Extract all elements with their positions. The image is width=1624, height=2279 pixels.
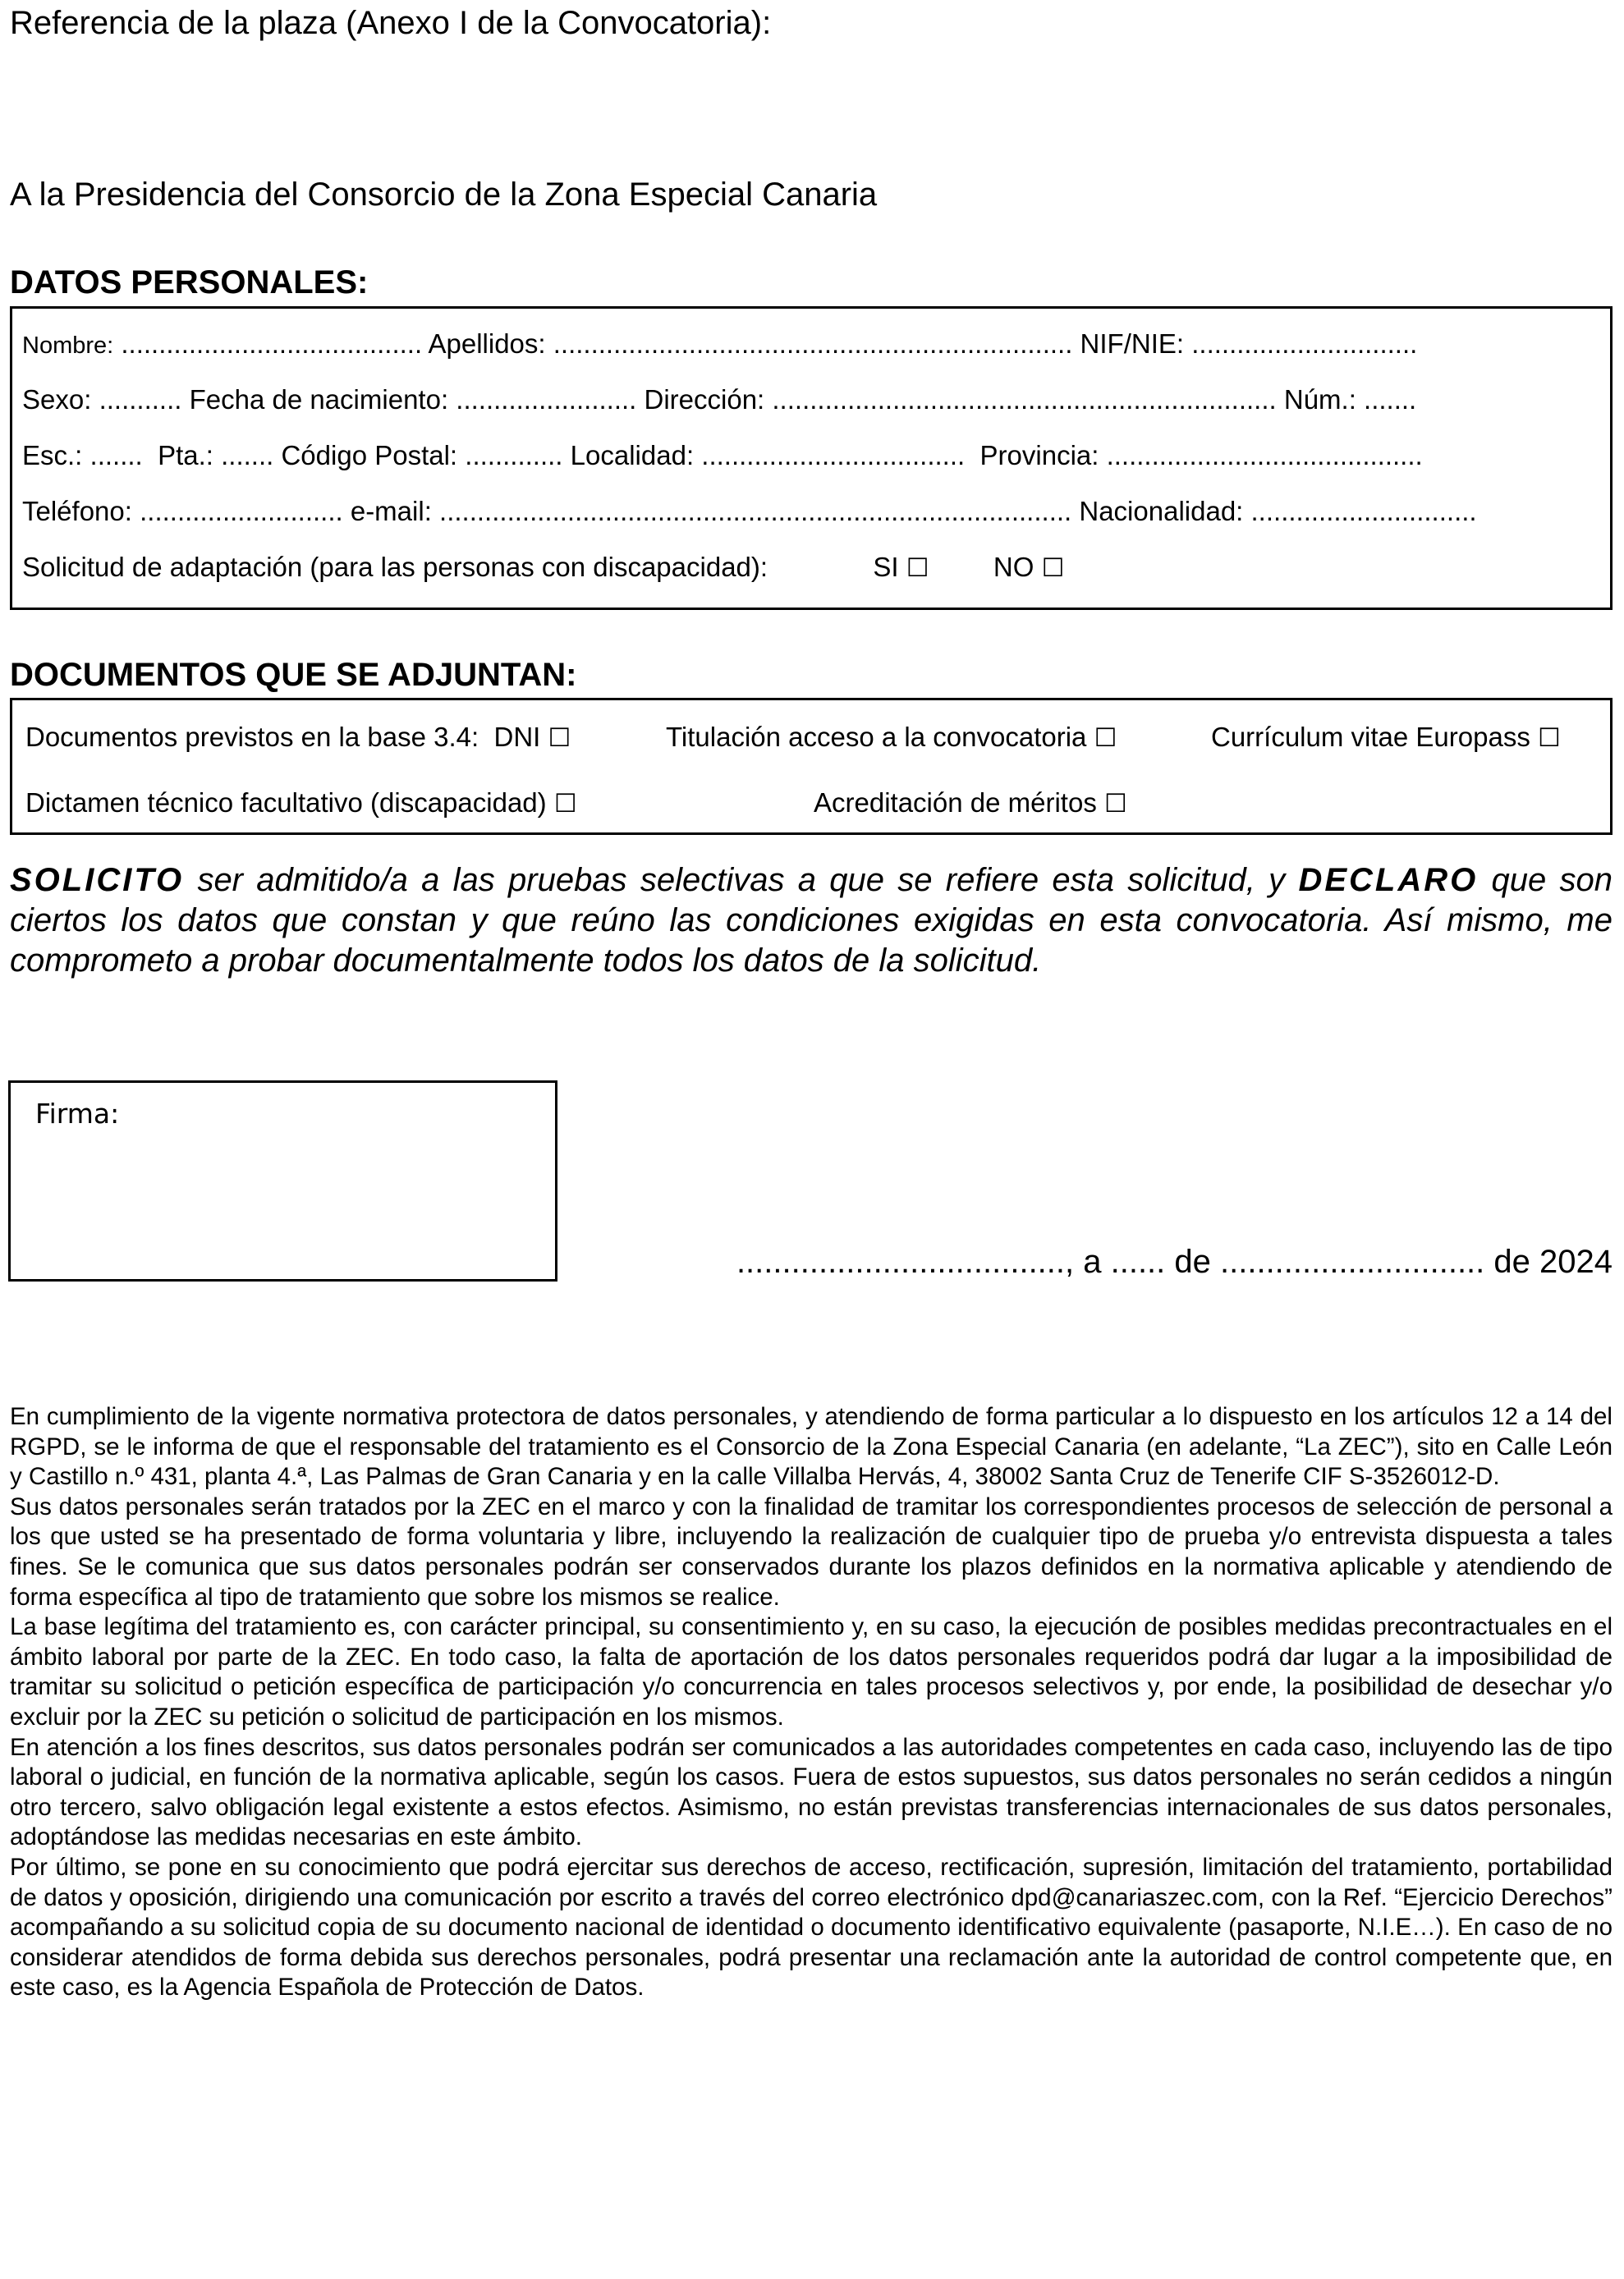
signature-box[interactable] bbox=[8, 1080, 557, 1282]
documents-title: DOCUMENTOS QUE SE ADJUNTAN: bbox=[10, 657, 577, 693]
pta-field[interactable]: ....... bbox=[221, 440, 274, 470]
row-esc bbox=[22, 440, 1423, 471]
legal-paragraph: La base legítima del tratamiento es, con carácter principal, su consentimiento y, en su caso, la ejecución de posibles medidas precontractuales en el ámbito laboral por parte de la ZEC. En todo caso, la falta de aportación de los datos personales requeridos podrá dar lugar a la imposibilidad de tramitar su solicitud o petición específica de participación y/o concurrencia en tales procesos selectivos y, por ende, la posibilidad de desechar y/o excluir por la ZEC su petición o solicitud de participación en los mismos. bbox=[10, 1613, 1613, 1731]
legal-paragraph: Por último, se pone en su conocimiento que podrá ejercitar sus derechos de acceso, rectificación, supresión, limitación del tratamiento, portabilidad de datos y oposición, dirigiendo una comunicación por escrito a través del correo electrónico dpd@canariaszec.com, con la Ref. “Ejercicio Derechos” acompañando a su solicitud copia de su documento nacional de identidad o documento identificativo equivalente (pasaporte, N.I.E…). En caso de no considerar atendidos de forma debida sus derechos personales, podrá presentar una reclamación ante la autoridad de control competente que, en este caso, es la Agencia Española de Protección de Datos. bbox=[10, 1853, 1613, 2002]
place-date-line[interactable]: ...................................., a ...... de ............................. de 2024 bbox=[736, 1244, 1613, 1280]
nif-label: NIF/NIE: bbox=[1080, 328, 1185, 359]
email-label: e-mail: bbox=[350, 496, 432, 526]
nacionalidad-field[interactable]: .............................. bbox=[1250, 496, 1477, 526]
localidad-field[interactable]: ................................... bbox=[701, 440, 966, 470]
row-sexo bbox=[22, 384, 1416, 415]
localidad-label: Localidad: bbox=[570, 440, 695, 470]
row-adaptacion bbox=[22, 552, 1064, 583]
declaration-paragraph bbox=[10, 860, 1613, 981]
signature-label: Firma: bbox=[35, 1098, 120, 1130]
documents-box bbox=[10, 698, 1613, 835]
row-docs-titulacion bbox=[666, 722, 1117, 753]
si-label: SI bbox=[873, 552, 899, 582]
telefono-label: Teléfono: bbox=[22, 496, 132, 526]
direccion-label: Dirección: bbox=[644, 384, 765, 415]
declaro-keyword: DECLARO bbox=[1298, 862, 1479, 898]
meritos-label: Acreditación de méritos bbox=[814, 787, 1097, 818]
adaptacion-label: Solicitud de adaptación (para las personas con discapacidad): bbox=[22, 552, 768, 582]
nif-field[interactable]: .............................. bbox=[1191, 328, 1418, 359]
legal-paragraph: En atención a los fines descritos, sus datos personales podrán ser comunicados a las autoridades competentes en cada caso, incluyendo las de tipo laboral o judicial, en función de la normativa aplicable, según los casos. Fuera de estos supuestos, sus datos personales no serán cedidos a ningún otro tercero, salvo obligación legal existente a estos efectos. Asimismo, no están previstas transferencias internacionales de sus datos personales, adoptándose las medidas necesarias en este ámbito. bbox=[10, 1733, 1613, 1851]
row-nombre bbox=[22, 328, 1417, 360]
cv-label: Currículum vitae Europass bbox=[1211, 722, 1530, 752]
dni-label: DNI bbox=[493, 722, 541, 752]
solicito-keyword: SOLICITO bbox=[10, 862, 185, 898]
cv-checkbox-icon[interactable]: ☐ bbox=[1538, 723, 1561, 753]
titulacion-label: Titulación acceso a la convocatoria bbox=[666, 722, 1087, 752]
apellidos-label: Apellidos: bbox=[428, 328, 546, 359]
provincia-field[interactable]: .......................................... bbox=[1106, 440, 1423, 470]
esc-field[interactable]: ....... bbox=[89, 440, 143, 470]
no-checkbox-icon[interactable]: ☐ bbox=[1041, 553, 1065, 583]
email-field[interactable]: .................................................................................... bbox=[439, 496, 1072, 526]
sexo-field[interactable]: ........... bbox=[99, 384, 182, 415]
provincia-label: Provincia: bbox=[979, 440, 1099, 470]
row-docs-dictamen bbox=[25, 787, 577, 819]
num-field[interactable]: ....... bbox=[1364, 384, 1417, 415]
meritos-checkbox-icon[interactable]: ☐ bbox=[1104, 789, 1127, 819]
row-docs-meritos bbox=[814, 787, 1127, 819]
nacionalidad-label: Nacionalidad: bbox=[1079, 496, 1244, 526]
row-docs-cv bbox=[1211, 722, 1561, 753]
cp-label: Código Postal: bbox=[281, 440, 458, 470]
legal-paragraph: Sus datos personales serán tratados por la ZEC en el marco y con la finalidad de tramitar los correspondientes procesos de selección de personal a los que usted se ha presentado de forma voluntaria y libre, incluyendo la realización de cualquier tipo de prueba y/o entrevista dispuesta a tales fines. Se le comunica que sus datos personales podrán ser conservados durante los plazos definidos en la normativa aplicable y atendiendo de forma específica al tipo de tratamiento que sobre los mismos se realice. bbox=[10, 1493, 1613, 1611]
cp-field[interactable]: ............. bbox=[465, 440, 563, 470]
sexo-label: Sexo: bbox=[22, 384, 92, 415]
pta-label: Pta.: bbox=[158, 440, 213, 470]
num-label: Núm.: bbox=[1283, 384, 1356, 415]
nombre-label: Nombre: bbox=[22, 332, 114, 359]
esc-label: Esc.: bbox=[22, 440, 83, 470]
declaration-text-1: ser admitido/a a las pruebas selectivas a que se refiere esta solicitud, y bbox=[184, 862, 1299, 898]
direccion-field[interactable]: ................................................................... bbox=[772, 384, 1277, 415]
plaza-reference-label: Referencia de la plaza (Anexo I de la Convocatoria): bbox=[10, 5, 772, 41]
nombre-field[interactable]: ........................................ bbox=[121, 328, 423, 359]
nacimiento-label: Fecha de nacimiento: bbox=[189, 384, 449, 415]
si-checkbox-icon[interactable]: ☐ bbox=[906, 553, 929, 583]
telefono-field[interactable]: ........................... bbox=[140, 496, 343, 526]
legal-paragraph: En cumplimiento de la vigente normativa protectora de datos personales, y atendiendo de forma particular a lo dispuesto en los artículos 12 a 14 del RGPD, se le informa de que el responsable del tratamiento es el Consorcio de la Zona Especial Canaria (en adelante, “La ZEC”), sito en Calle León y Castillo n.º 431, planta 4.ª, Las Palmas de Gran Canaria y en la calle Villalba Hervás, 4, 38002 Santa Cruz de Tenerife CIF S-3526012-D. bbox=[10, 1403, 1613, 1491]
no-label: NO bbox=[993, 552, 1034, 582]
declaration-text-2: que son ciertos los datos que constan y que reúno las condiciones exigidas en esta convocatoria. Así mismo, me comprometo a probar documentalmente todos los datos de la solicitud. bbox=[10, 862, 1613, 979]
data-protection-notice bbox=[10, 1402, 1613, 2003]
row-docs-base bbox=[25, 722, 571, 753]
titulacion-checkbox-icon[interactable]: ☐ bbox=[1094, 723, 1117, 753]
dictamen-label: Dictamen técnico facultativo (discapacidad) bbox=[25, 787, 547, 818]
dni-checkbox-icon[interactable]: ☐ bbox=[548, 723, 571, 753]
personal-data-box bbox=[10, 306, 1613, 610]
nacimiento-field[interactable]: ........................ bbox=[456, 384, 637, 415]
base-label: Documentos previstos en la base 3.4: bbox=[25, 722, 479, 752]
apellidos-field[interactable]: ..................................................................... bbox=[553, 328, 1073, 359]
dictamen-checkbox-icon[interactable]: ☐ bbox=[553, 789, 577, 819]
row-telefono bbox=[22, 496, 1477, 527]
personal-data-title: DATOS PERSONALES: bbox=[10, 264, 369, 300]
addressee: A la Presidencia del Consorcio de la Zona Especial Canaria bbox=[10, 177, 878, 213]
